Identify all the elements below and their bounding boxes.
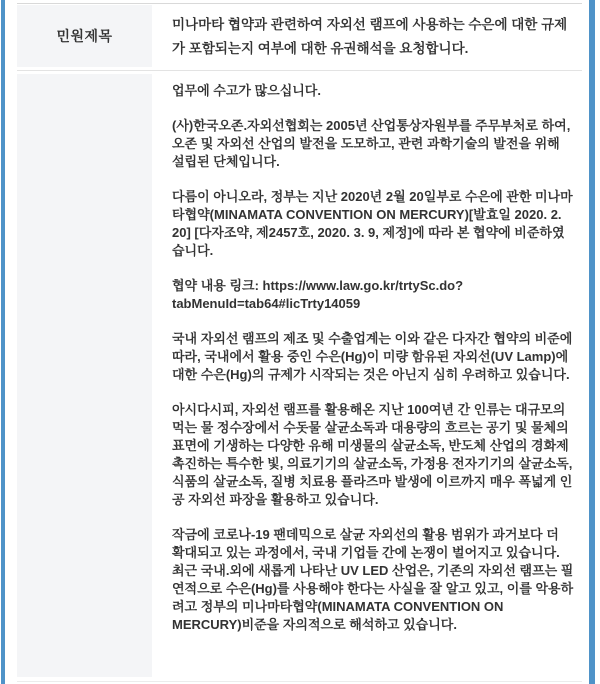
complaint-title-row [17,5,582,67]
complaint-title-text: 미나마타 협약과 관련하여 자외선 램프에 사용하는 수은에 대한 규제가 포함되는지 여부에 대한 유권해석을 요청합니다. [152,5,582,67]
table-bottom-border [17,681,582,682]
body-paragraph: 국내 자외선 램프의 제조 및 수출업계는 이와 같은 다자간 협약의 비준에 따라, 국내에서 활용 중인 수은(Hg)이 미량 함유된 자외선(UV Lamp)에 대한 수은(Hg)의 규제가 시작되는 것은 아닌지 심히 우려하고 있습니다. [172,331,573,382]
body-paragraph: 작금에 코로나-19 팬데믹으로 살균 자외선의 활용 범위가 과거보다 더 확대되고 있는 과정에서, 국내 기업들 간에 논쟁이 벌어지고 있습니다. 최근 국내.외에 새롭게 나타난 UV LED 산업은, 기존의 자외선 램프는 필연적으로 수은(Hg)를 사용해야 한다는 사실을 잘 알고 있고, 이를 악용하려고 정부의 미나마타협약(MINAMATA CONVENTION ON MERCURY)비준을 자의적으로 해석하고 있습니다. [172,527,574,632]
body-paragraph: 다름이 아니오라, 정부는 지난 2020년 2월 20일부로 수은에 관한 미나마타협약(MINAMATA CONVENTION ON MERCURY)[발효일 2020. 2. 20] [다자조약, 제2457호, 2020. 3. 9, 제정]에 따라 본 협약에 비준하였습니다. [172,189,573,258]
body-paragraph: 아시다시피, 자외선 램프를 활용해온 지난 100여년 간 인류는 대규모의 먹는 물 정수장에서 수돗물 살균소독과 대용량의 흐르는 공기 및 물체의 표면에 기생하는 다양한 유해 미생물의 살균소독, 반도체 산업의 경화제 촉진하는 특수한 빛, 의료기기의 살균소독, 가정용 전자기기의 살균소독, 식품의 살균소독, 질병 치료용 플라즈마 발생에 이르까지 매우 폭넓게 인공 자외선 파장을 활용하고 있습니다. [172,402,573,507]
body-paragraph: (사)한국오존.자외선협회는 2005년 산업통상자원부를 주무부처로 하여, 오존 및 자외선 산업의 발전을 도모하고, 관련 과학기술의 발전을 위해 설립된 단체입니다. [172,118,571,169]
complaint-body-label-cell [17,74,152,677]
complaint-body-text [152,74,582,677]
complaint-title-label: 민원제목 [17,5,152,67]
complaint-body-row [17,74,582,677]
right-accent-border [589,0,595,684]
row-divider [17,70,582,71]
body-paragraph: 협약 내용 링크: https://www.law.go.kr/trtySc.do?tabMenuId=tab64#licTrty14059 [172,278,464,311]
body-paragraph: 업무에 수고가 많으십니다. [172,83,321,98]
complaint-table [17,3,582,682]
table-top-border [17,3,582,4]
left-accent-border [1,0,5,684]
